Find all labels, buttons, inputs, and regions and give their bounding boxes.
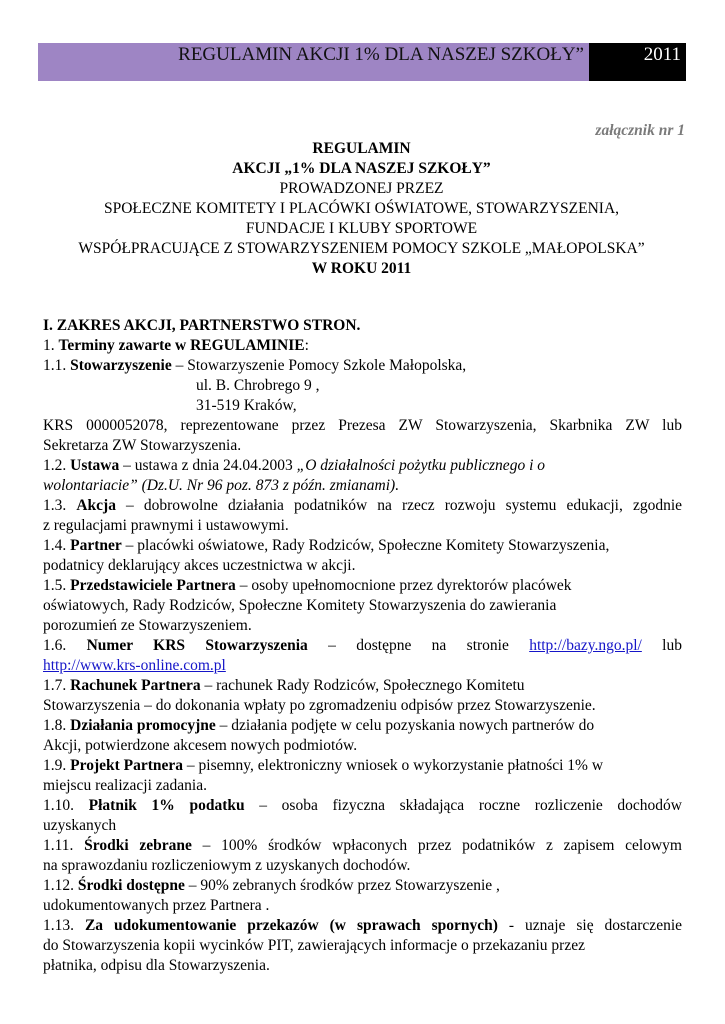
title-line-4: SPOŁECZNE KOMITETY I PLACÓWKI OŚWIATOWE, STOWARZYSZENIA, — [103, 200, 620, 217]
title-line-5: FUNDACJE I KLUBY SPORTOWE — [245, 220, 478, 237]
definition-1-13: 1.13. Za udokumentowanie przekazów (w sprawach spornych) - uznaje się dostarczenie — [43, 917, 683, 934]
definition-1-2: 1.2. Ustawa – ustawa z dnia 24.04.2003 „O działalności pożytku publicznego i o — [43, 457, 545, 474]
definition-1-12: 1.12. Środki dostępne – 90% zebranych środków przez Stowarzyszenie , — [43, 877, 500, 894]
definition-1-12-cont: udokumentowanych przez Partnera . — [43, 897, 270, 914]
title-line-6: WSPÓŁPRACUJĄCE Z STOWARZYSZENIEM POMOCY SZKOLE „MAŁOPOLSKA” — [78, 240, 645, 257]
document-body — [43, 316, 682, 976]
header-title: REGULAMIN AKCJI 1% DLA NASZEJ SZKOŁY” — [178, 44, 584, 65]
definition-1-5-cont2: porozumień ze Stowarzyszeniem. — [43, 617, 252, 634]
title-line-7: W ROKU 2011 — [311, 260, 412, 277]
document-title — [40, 139, 683, 279]
definition-1-10-cont: uzyskanych — [43, 817, 117, 834]
definition-1-9: 1.9. Projekt Partnera – pisemny, elektroniczny wniosek o wykorzystanie płatności 1% w — [43, 757, 604, 774]
definition-1-10: 1.10. Płatnik 1% podatku – osoba fizyczna składająca roczne rozliczenie dochodów — [43, 797, 682, 814]
definition-1-11-cont: na sprawozdaniu rozliczeniowym z uzyskanych dochodów. — [43, 857, 411, 874]
link-bazy-ngo[interactable]: http://bazy.ngo.pl/ — [529, 637, 642, 654]
definition-1-2-cont: wolontariacie” (Dz.U. Nr 96 poz. 873 z późn. zmianami). — [43, 477, 400, 494]
definition-1-4-cont: podatnicy deklarujący akces uczestnictwa w akcji. — [43, 557, 356, 574]
definition-1-5-cont: oświatowych, Rady Rodziców, Społeczne Komitety Stowarzyszenia do zawierania — [43, 597, 557, 614]
definition-1-13-cont2: płatnika, odpisu dla Stowarzyszenia. — [43, 957, 270, 974]
definition-1-4: 1.4. Partner – placówki oświatowe, Rady Rodziców, Społeczne Komitety Stowarzyszenia, — [43, 537, 610, 554]
definition-1-7: 1.7. Rachunek Partnera – rachunek Rady Rodziców, Społecznego Komitetu — [43, 677, 525, 694]
definition-1-13-cont: do Stowarzyszenia kopii wycinków PIT, zawierających informacje o przekazaniu przez — [43, 937, 585, 954]
definition-1-6-cont — [43, 656, 682, 676]
terms-heading: 1. Terminy zawarte w REGULAMINIE: — [43, 337, 309, 354]
definition-1-1: 1.1. Stowarzyszenie – Stowarzyszenie Pomocy Szkole Małopolska, — [43, 357, 467, 374]
krs-line-2: Sekretarza ZW Stowarzyszenia. — [43, 437, 242, 454]
definition-1-9-cont: miejscu realizacji zadania. — [43, 777, 207, 794]
title-line-3: PROWADZONEJ PRZEZ — [279, 180, 444, 197]
attachment-label: załącznik nr 1 — [595, 122, 685, 139]
definition-1-6: 1.6. Numer KRS Stowarzyszenia – dostępne na stronie http://bazy.ngo.pl/ lub — [43, 637, 682, 654]
definition-1-3: 1.3. Akcja – dobrowolne działania podatników na rzecz rozwoju systemu edukacji, zgodnie — [43, 497, 683, 514]
link-krs-online[interactable]: http://www.krs-online.com.pl — [43, 657, 226, 674]
definition-1-5: 1.5. Przedstawiciele Partnera – osoby upełnomocnione przez dyrektorów placówek — [43, 577, 572, 594]
title-line-2: AKCJI „1% DLA NASZEJ SZKOŁY” — [232, 160, 491, 177]
definition-1-7-cont: Stowarzyszenia – do dokonania wpłaty po zgromadzeniu odpisów przez Stowarzyszenie. — [43, 697, 596, 714]
definition-1-3-cont: z regulacjami prawnymi i ustawowymi. — [43, 517, 289, 534]
krs-line-1: KRS 0000052078, reprezentowane przez Prezesa ZW Stowarzyszenia, Skarbnika ZW lub — [43, 417, 682, 434]
header-year: 2011 — [643, 44, 681, 65]
section-heading: I. ZAKRES AKCJI, PARTNERSTWO STRON. — [43, 317, 361, 334]
title-line-1: REGULAMIN — [312, 140, 411, 157]
definition-1-11: 1.11. Środki zebrane – 100% środków wpłaconych przez podatników z zapisem celowym — [43, 837, 682, 854]
definition-1-8-cont: Akcji, potwierdzone akcesem nowych podmiotów. — [43, 737, 358, 754]
definition-1-8: 1.8. Działania promocyjne – działania podjęte w celu pozyskania nowych partnerów do — [43, 717, 595, 734]
address-street: ul. B. Chrobrego 9 , — [196, 377, 320, 394]
address-city: 31-519 Kraków, — [196, 397, 297, 414]
